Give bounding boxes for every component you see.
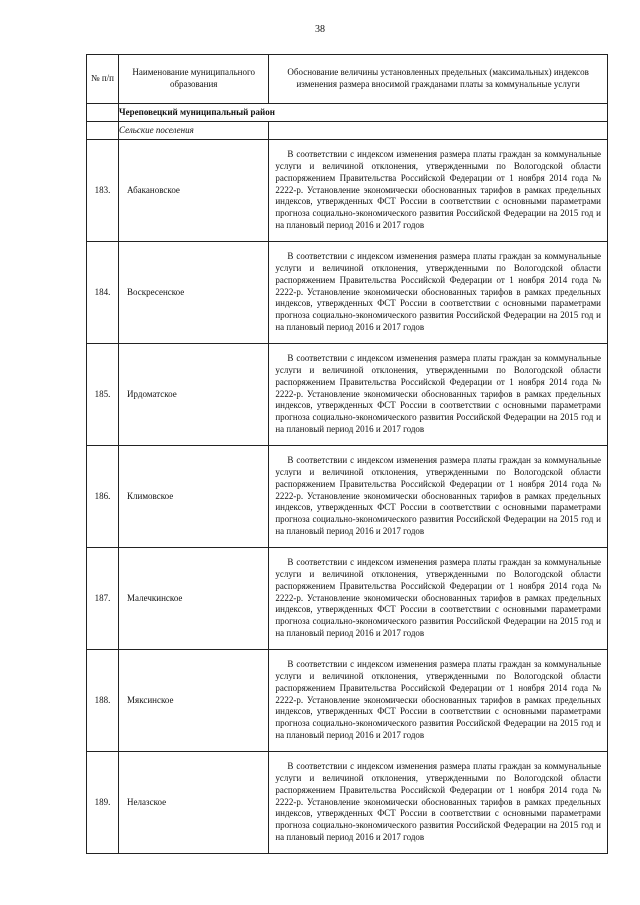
basis-text: В соответствии с индексом изменения размера платы граждан за коммунальные услуги и величиной отклонения, утвержденными по Вологодской области распоряжением Правительства Российской Федерации от 1 ноября 2014 года № 2222-р. Установление экономически обоснованных тарифов в рамках предельных индексов, утвержденных ФСТ России в соответствии с основными параметрами прогноза социально-экономического развития Российской Федерации на 2015 год и на плановый период 2016 и 2017 годов: [269, 548, 608, 650]
municipality-name: Абакановское: [119, 140, 269, 242]
row-number: 184.: [87, 242, 119, 344]
page-number: 38: [315, 24, 325, 35]
table-row: [87, 344, 608, 446]
municipality-name: Малечкинское: [119, 548, 269, 650]
municipality-name: Климовское: [119, 446, 269, 548]
row-number: 187.: [87, 548, 119, 650]
basis-text: В соответствии с индексом изменения размера платы граждан за коммунальные услуги и величиной отклонения, утвержденными по Вологодской области распоряжением Правительства Российской Федерации от 1 ноября 2014 года № 2222-р. Установление экономически обоснованных тарифов в рамках предельных индексов, утвержденных ФСТ России в соответствии с основными параметрами прогноза социально-экономического развития Российской Федерации на 2015 год и на плановый период 2016 и 2017 годов: [269, 242, 608, 344]
header-name: Наименование муниципального образования: [119, 55, 269, 104]
municipality-name: Нелазское: [119, 752, 269, 854]
basis-text: В соответствии с индексом изменения размера платы граждан за коммунальные услуги и величиной отклонения, утвержденными по Вологодской области распоряжением Правительства Российской Федерации от 1 ноября 2014 года № 2222-р. Установление экономически обоснованных тарифов в рамках предельных индексов, утвержденных ФСТ России в соответствии с основными параметрами прогноза социально-экономического развития Российской Федерации на 2015 год и на плановый период 2016 и 2017 годов: [269, 650, 608, 752]
basis-text: В соответствии с индексом изменения размера платы граждан за коммунальные услуги и величиной отклонения, утвержденными по Вологодской области распоряжением Правительства Российской Федерации от 1 ноября 2014 года № 2222-р. Установление экономически обоснованных тарифов в рамках предельных индексов, утвержденных ФСТ России в соответствии с основными параметрами прогноза социально-экономического развития Российской Федерации на 2015 год и на плановый период 2016 и 2017 годов: [269, 344, 608, 446]
table-row: [87, 242, 608, 344]
row-number: 188.: [87, 650, 119, 752]
tariff-table: [86, 54, 608, 854]
municipality-name: Ирдоматское: [119, 344, 269, 446]
municipality-name: Воскресенское: [119, 242, 269, 344]
table-row: [87, 446, 608, 548]
row-number: 189.: [87, 752, 119, 854]
district-row: [87, 104, 608, 122]
table-header-row: [87, 55, 608, 104]
basis-text: В соответствии с индексом изменения размера платы граждан за коммунальные услуги и величиной отклонения, утвержденными по Вологодской области распоряжением Правительства Российской Федерации от 1 ноября 2014 года № 2222-р. Установление экономически обоснованных тарифов в рамках предельных индексов, утвержденных ФСТ России в соответствии с основными параметрами прогноза социально-экономического развития Российской Федерации на 2015 год и на плановый период 2016 и 2017 годов: [269, 446, 608, 548]
subsection-title: Сельские поселения: [119, 122, 269, 140]
table-row: [87, 650, 608, 752]
table-body: [87, 140, 608, 854]
table-row: [87, 548, 608, 650]
basis-text: В соответствии с индексом изменения размера платы граждан за коммунальные услуги и величиной отклонения, утвержденными по Вологодской области распоряжением Правительства Российской Федерации от 1 ноября 2014 года № 2222-р. Установление экономически обоснованных тарифов в рамках предельных индексов, утвержденных ФСТ России в соответствии с основными параметрами прогноза социально-экономического развития Российской Федерации на 2015 год и на плановый период 2016 и 2017 годов: [269, 140, 608, 242]
municipality-name: Мяксинское: [119, 650, 269, 752]
row-number: 186.: [87, 446, 119, 548]
table-row: [87, 752, 608, 854]
row-number: 185.: [87, 344, 119, 446]
table-row: [87, 140, 608, 242]
basis-text: В соответствии с индексом изменения размера платы граждан за коммунальные услуги и величиной отклонения, утвержденными по Вологодской области распоряжением Правительства Российской Федерации от 1 ноября 2014 года № 2222-р. Установление экономически обоснованных тарифов в рамках предельных индексов, утвержденных ФСТ России в соответствии с основными параметрами прогноза социально-экономического развития Российской Федерации на 2015 год и на плановый период 2016 и 2017 годов: [269, 752, 608, 854]
row-number: 183.: [87, 140, 119, 242]
header-basis: Обоснование величины установленных предельных (максимальных) индексов изменения размера вносимой гражданами платы за коммунальные услуги: [269, 55, 608, 104]
subsection-row: [87, 122, 608, 140]
district-title: Череповецкий муниципальный район: [119, 104, 608, 122]
header-num: № п/п: [87, 55, 119, 104]
